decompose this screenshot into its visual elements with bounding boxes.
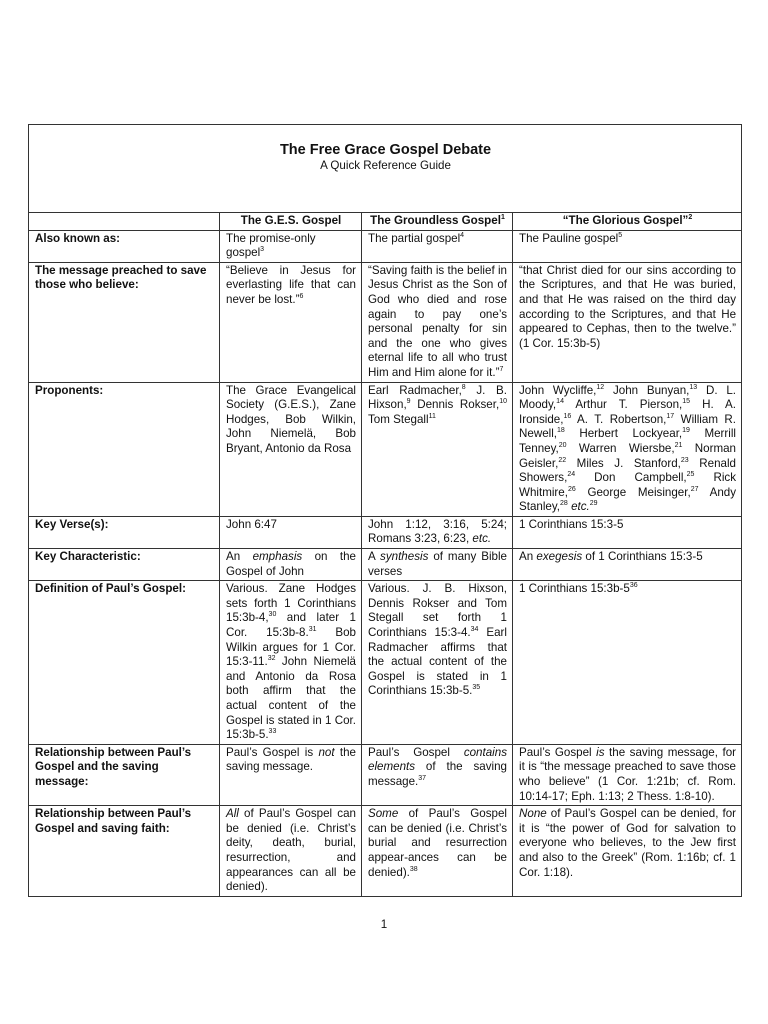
footnote-ref: 32 bbox=[267, 655, 276, 663]
header-ges-gospel: The G.E.S. Gospel bbox=[220, 213, 362, 231]
row-label: Relationship between Paul’s Gospel and saving faith: bbox=[29, 806, 220, 897]
cell-ges: John 6:47 bbox=[220, 516, 362, 548]
footnote-ref: 3 bbox=[260, 246, 265, 254]
footnote-ref: 37 bbox=[418, 775, 427, 783]
text-run: Earl Radmacher, bbox=[368, 383, 462, 397]
text-run: Andy Stanley, bbox=[519, 485, 737, 514]
footnote-ref: 24 bbox=[567, 471, 576, 479]
title-cell bbox=[29, 125, 742, 213]
cell-glorious: 1 Corinthians 15:3-5 bbox=[513, 516, 742, 548]
footnote-ref: 15 bbox=[682, 398, 691, 406]
cell-groundless bbox=[362, 581, 513, 745]
text-run: H. A. Ironside, bbox=[519, 398, 737, 426]
table-row-key-characteristic bbox=[29, 549, 742, 581]
row-label: Key Characteristic: bbox=[29, 549, 220, 581]
footnote-ref: 13 bbox=[689, 383, 698, 391]
text-run: William R. Newell, bbox=[519, 412, 737, 441]
row-label: Key Verse(s): bbox=[29, 516, 220, 548]
text-run: J. B. Hixson, bbox=[368, 383, 507, 412]
text-run: John Niemelä and Antonio da Rosa both affirm that the actual content of the Gospel is stated in 1 Cor. 15:3b-5. bbox=[226, 655, 356, 742]
footnote-ref: 8 bbox=[461, 383, 466, 391]
footnote-ref: 38 bbox=[409, 865, 418, 873]
footnote-ref: 21 bbox=[674, 442, 683, 450]
cell-groundless: A synthesis of many Bible verses bbox=[362, 549, 513, 581]
table-row-relationship-message bbox=[29, 744, 742, 805]
cell-ges bbox=[220, 581, 362, 745]
footnote-ref: 19 bbox=[682, 427, 690, 435]
table-row-message bbox=[29, 262, 742, 382]
text-run: Merrill Tenney, bbox=[519, 427, 737, 455]
italic-run: etc. bbox=[571, 500, 590, 514]
footnote-ref: 26 bbox=[567, 485, 576, 493]
footnote-ref: 36 bbox=[629, 582, 638, 590]
cell-groundless: “Saving faith is the belief in Jesus Christ as the Son of God who died and rose again to pay one’s personal penalty for sin and the one who gives eternal life to all who trust Him and Him alone for it.”$^7$ bbox=[362, 262, 513, 382]
text-run: Don Campbell, bbox=[575, 471, 687, 485]
footnote-ref: 11 bbox=[428, 412, 436, 420]
reference-table bbox=[28, 124, 742, 897]
text-run: A. T. Robertson, bbox=[571, 412, 667, 426]
footnote-ref: 29 bbox=[589, 500, 598, 508]
footnote-ref: 1 bbox=[500, 214, 505, 222]
text-run: D. L. Moody, bbox=[519, 383, 736, 412]
text-run: Bob Wilkin argues for 1 Cor. 15:3-11. bbox=[226, 626, 356, 669]
title-row bbox=[29, 125, 742, 213]
cell-glorious: An exegesis of 1 Corinthians 15:3-5 bbox=[513, 549, 742, 581]
document-subtitle: A Quick Reference Guide bbox=[320, 159, 451, 172]
cell-groundless bbox=[362, 382, 513, 516]
footnote-ref: 27 bbox=[690, 485, 699, 493]
footnote-ref: 25 bbox=[686, 471, 695, 479]
footnote-ref: 20 bbox=[558, 442, 567, 450]
text-run: Various. J. B. Hixson, Dennis Rokser and Tom Stegall set forth 1 Corinthians 15:3-4. bbox=[368, 582, 507, 640]
footnote-ref: 28 bbox=[560, 500, 568, 508]
text-run: Dennis Rokser, bbox=[410, 398, 500, 412]
footnote-ref: 23 bbox=[680, 456, 689, 464]
text-run: Miles J. Stanford, bbox=[566, 456, 681, 470]
footnote-ref: 18 bbox=[557, 427, 565, 435]
footnote-ref: 34 bbox=[470, 626, 479, 634]
footnote-ref: 12 bbox=[596, 383, 605, 391]
footnote-ref: 10 bbox=[499, 398, 507, 406]
row-label: Relationship between Paul’s Gospel and the saving message: bbox=[29, 744, 220, 805]
cell-ges: “Believe in Jesus for everlasting life that can never be lost.”$^6$ bbox=[220, 262, 362, 382]
footnote-ref: 33 bbox=[268, 728, 277, 736]
header-glorious-gospel: “The Glorious Gospel”$^2$ bbox=[513, 213, 742, 231]
footnote-ref: 14 bbox=[556, 398, 564, 406]
cell-ges: An emphasis on the Gospel of John bbox=[220, 549, 362, 581]
footnote-ref: 30 bbox=[268, 611, 277, 619]
text-run: Norman Geisler, bbox=[519, 441, 737, 470]
footnote-ref: 9 bbox=[406, 398, 411, 406]
header-empty-cell bbox=[29, 213, 220, 231]
page-number: 1 bbox=[380, 918, 388, 931]
row-label: Definition of Paul’s Gospel: bbox=[29, 581, 220, 745]
document-title: The Free Grace Gospel Debate bbox=[279, 142, 492, 158]
cell-groundless: Some of Paul’s Gospel can be denied (i.e. Christ’s burial and resurrection appear-ances can be denied).$^{38}$ bbox=[362, 806, 513, 897]
footnote-ref: 7 bbox=[499, 366, 504, 374]
header-groundless-gospel: The Groundless Gospel$^1$ bbox=[362, 213, 513, 231]
footnote-ref: 31 bbox=[308, 626, 317, 634]
cell-ges: The promise-only gospel$^3$ bbox=[220, 230, 362, 262]
text-run: Rick Whitmire, bbox=[519, 471, 737, 499]
table-row-proponents bbox=[29, 382, 742, 516]
table-row-definition bbox=[29, 581, 742, 745]
cell-groundless: John 1:12, 3:16, 5:24; Romans 3:23, 6:23, etc. bbox=[362, 516, 513, 548]
footnote-ref: 22 bbox=[558, 456, 567, 464]
text-run: Earl Radmacher affirms that the actual content of the Gospel is stated in 1 Corinthians 15:3b-5. bbox=[368, 626, 507, 698]
footnote-ref: 17 bbox=[666, 412, 675, 420]
text-run: Various. Zane Hodges sets forth 1 Corinthians 15:3b-4, bbox=[226, 582, 356, 625]
text-run: Warren Wiersbe, bbox=[566, 441, 675, 455]
footnote-ref: 35 bbox=[472, 684, 481, 692]
footnote-ref: 4 bbox=[460, 231, 465, 239]
column-header-row bbox=[29, 213, 742, 231]
text-run: John Wycliffe, bbox=[519, 383, 597, 397]
text-run: and later 1 Cor. 15:3b-8. bbox=[226, 611, 356, 640]
cell-glorious: Paul’s Gospel is the saving message, for it is “the message preached to save those who believe” (1 Cor. 1:21b; cf. Rom. 10:14-17; Eph. 1:13; 2 Thess. 1:8-10). bbox=[513, 744, 742, 805]
footnote-ref: 6 bbox=[299, 293, 304, 301]
cell-ges: All of Paul’s Gospel can be denied (i.e. Christ’s deity, death, burial, resurrection, and appearances can all be denied). bbox=[220, 806, 362, 897]
footnote-ref: 16 bbox=[563, 412, 572, 420]
cell-glorious: The Pauline gospel$^5$ bbox=[513, 230, 742, 262]
table-row-relationship-faith bbox=[29, 806, 742, 897]
cell-glorious bbox=[513, 382, 742, 516]
table-row-key-verses bbox=[29, 516, 742, 548]
cell-glorious: None of Paul’s Gospel can be denied, for it is “the power of God for salvation to everyone who believes, to the Jew first and also to the Greek” (Rom. 1:16b; cf. 1 Cor. 1:18). bbox=[513, 806, 742, 897]
cell-groundless: Paul’s Gospel contains elements of the saving message.$^{37}$ bbox=[362, 744, 513, 805]
text-run: Renald Showers, bbox=[519, 456, 737, 485]
text-run: Herbert Lockyear, bbox=[564, 427, 683, 441]
row-label: Proponents: bbox=[29, 382, 220, 516]
cell-ges: Paul’s Gospel is not the saving message. bbox=[220, 744, 362, 805]
cell-glorious: 1 Corinthians $15:3b-5^{36}$ bbox=[513, 581, 742, 745]
table-row-known-as bbox=[29, 230, 742, 262]
cell-groundless: The partial gospel$^4$ bbox=[362, 230, 513, 262]
text-run: Tom Stegall bbox=[368, 412, 429, 426]
cell-ges: The Grace Evangelical Society (G.E.S.), Zane Hodges, Bob Wilkin, John Niemelä, Bob Bryant, Antonio da Rosa bbox=[220, 382, 362, 516]
row-label: The message preached to save those who believe: bbox=[29, 262, 220, 382]
cell-glorious: “that Christ died for our sins according to the Scriptures, and that He was buried, and that He was raised on the third day according to the Scriptures, and that He appeared to Cephas, then to the twelve.” (1 Cor. 15:3b-5) bbox=[513, 262, 742, 382]
text-run: John Bunyan, bbox=[604, 383, 690, 397]
row-label: Also known as: bbox=[29, 230, 220, 262]
text-run: George Meisinger, bbox=[575, 485, 691, 499]
footnote-ref: 5 bbox=[618, 231, 623, 239]
footnote-ref: 2 bbox=[688, 214, 693, 222]
text-run: Arthur T. Pierson, bbox=[563, 398, 683, 412]
